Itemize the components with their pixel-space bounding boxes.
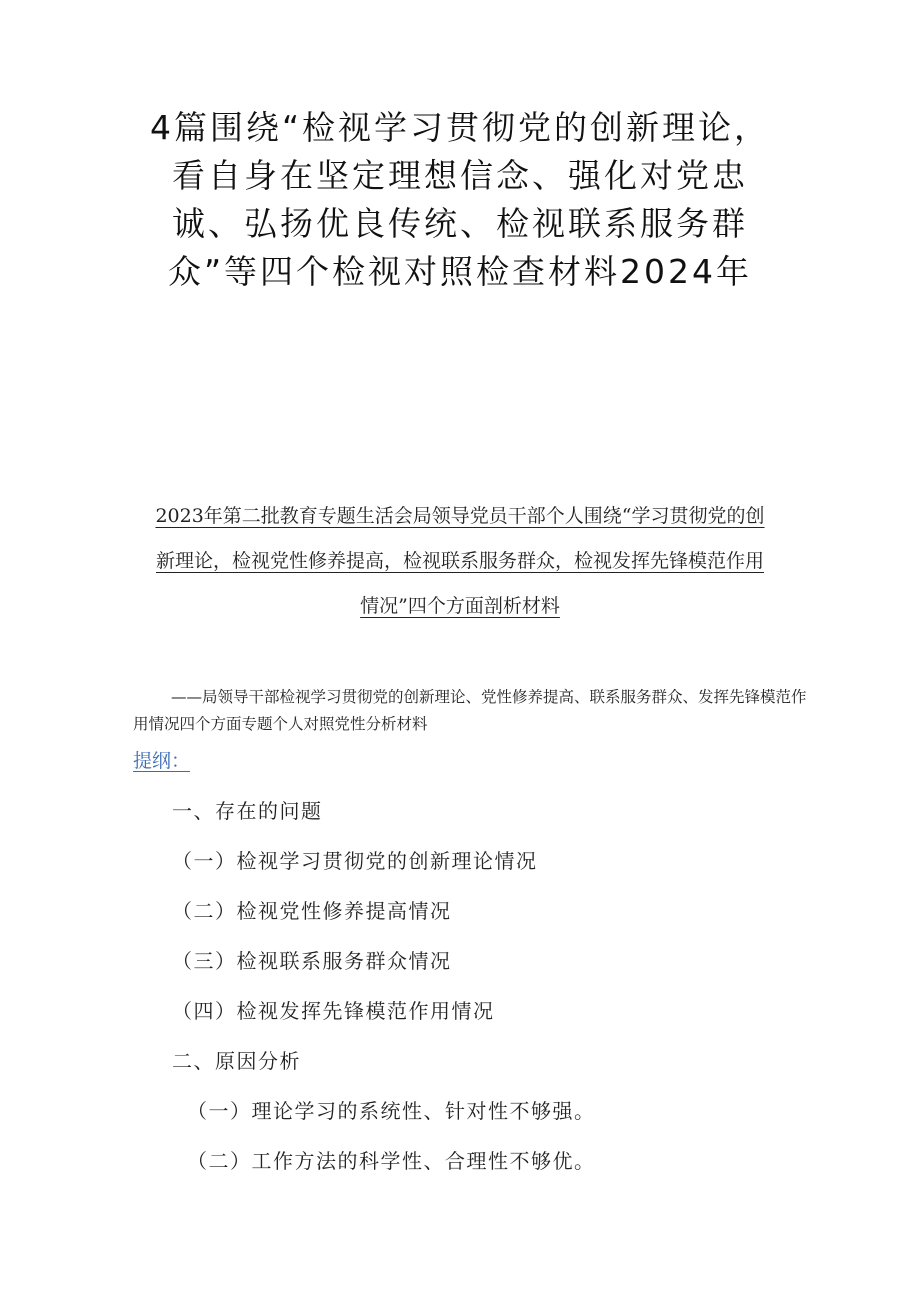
document-title: 4篇围绕“检视学习贯彻党的创新理论，看自身在坚定理想信念、强化对党忠诚、弘扬优良传统、检视联系服务群众”等四个检视对照检查材料2024年: [149, 108, 771, 291]
outline-section-1: 一、存在的问题: [172, 799, 323, 823]
outline-label-link[interactable]: 提纲：: [133, 750, 191, 772]
outline-item-1-3: （三）检视联系服务群众情况: [172, 949, 452, 973]
outline-item-2-2: （二）工作方法的科学性、合理性不够优。: [187, 1149, 596, 1173]
outline-item-1-1: （一）检视学习贯彻党的创新理论情况: [172, 849, 538, 873]
outline-item-1-2: （二）检视党性修养提高情况: [172, 899, 452, 923]
outline-item-1-4: （四）检视发挥先锋模范作用情况: [172, 999, 495, 1023]
intro-paragraph: ——局领导干部检视学习贯彻党的创新理论、党性修养提高、联系服务群众、发挥先锋模范作用情况四个方面专题个人对照党性分析材料: [133, 688, 807, 733]
outline-section-2: 二、原因分析: [172, 1049, 301, 1073]
subtitle-text: 2023年第二批教育专题生活会局领导党员干部个人围绕“学习贯彻党的创新理论，检视党性修养提高，检视联系服务群众，检视发挥先锋模范作用情况”四个方面剖析材料: [155, 505, 765, 617]
outline-item-2-1: （一）理论学习的系统性、针对性不够强。: [187, 1099, 596, 1123]
document-subtitle: [150, 494, 770, 629]
